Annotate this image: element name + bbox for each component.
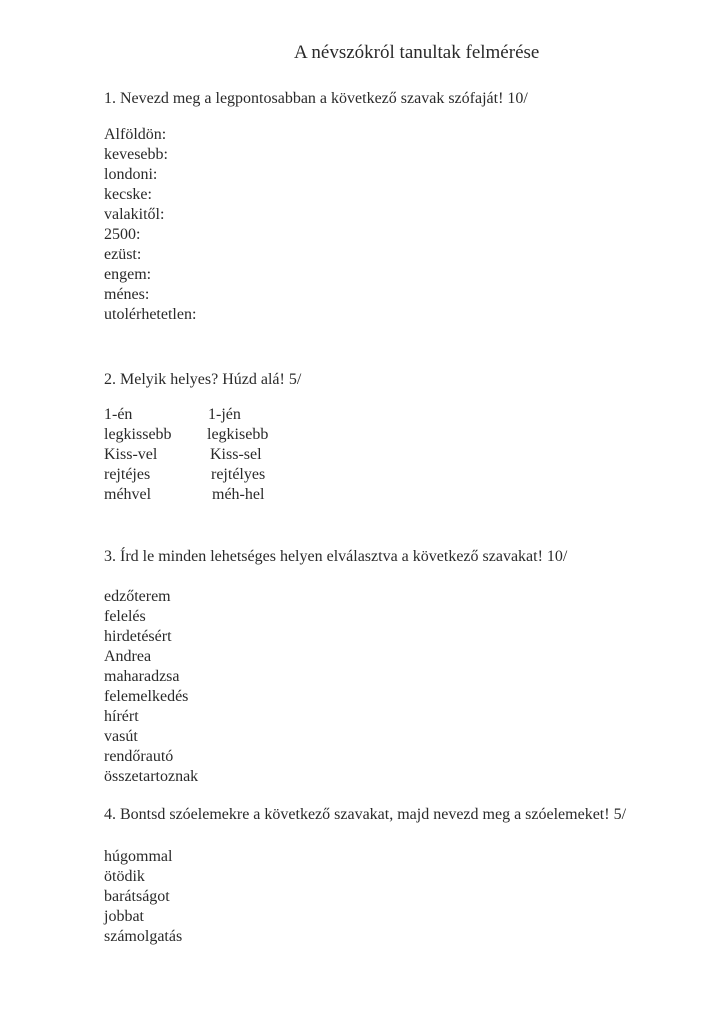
option-a: méhvel (104, 486, 152, 503)
word-item: kecske: (104, 186, 152, 203)
option-a: 1-én (104, 406, 133, 423)
word-item: húgommal (104, 848, 173, 865)
word-item: edzőterem (104, 588, 171, 605)
word-item: összetartoznak (104, 768, 199, 785)
word-item: ötödik (104, 868, 145, 885)
word-item: számolgatás (104, 928, 183, 945)
word-item: hírért (104, 708, 139, 725)
question-3-word-list (104, 587, 198, 787)
word-item: vasút (104, 728, 138, 745)
word-item: valakitől: (104, 206, 165, 223)
document-title: A névszókról tanultak felmérése (294, 42, 540, 63)
word-item: felelés (104, 608, 146, 625)
word-item: ezüst: (104, 246, 142, 263)
word-item: ménes: (104, 286, 150, 303)
question-4-prompt: 4. Bontsd szóelemekre a következő szavakat, majd nevezd meg a szóelemeket! 5/ (104, 806, 627, 823)
option-b: legkisebb (207, 426, 269, 443)
word-item: jobbat (104, 908, 144, 925)
option-b: 1-jén (208, 406, 241, 423)
option-b: méh-hel (212, 486, 265, 503)
option-b: rejtélyes (211, 466, 266, 483)
word-item: engem: (104, 266, 152, 283)
question-2-prompt: 2. Melyik helyes? Húzd alá! 5/ (104, 371, 302, 388)
word-item: maharadzsa (104, 668, 180, 685)
option-b: Kiss-sel (210, 446, 262, 463)
question-3-prompt: 3. Írd le minden lehetséges helyen elválasztva a következő szavakat! 10/ (104, 548, 568, 565)
question-1-word-list (104, 125, 196, 325)
option-a: legkissebb (104, 426, 172, 443)
word-item: Andrea (104, 648, 152, 665)
word-item: rendőrautó (104, 748, 174, 765)
option-a: Kiss-vel (104, 446, 158, 463)
word-item: hirdetésért (104, 628, 172, 645)
question-1-prompt: 1. Nevezd meg a legpontosabban a következő szavak szófaját! 10/ (104, 90, 528, 107)
question-4-word-list (104, 847, 182, 947)
word-item: felemelkedés (104, 688, 189, 705)
option-a: rejtéjes (104, 466, 151, 483)
word-item: utolérhetetlen: (104, 306, 197, 323)
word-item: Alföldön: (104, 126, 167, 143)
word-item: barátságot (104, 888, 170, 905)
word-item: londoni: (104, 166, 158, 183)
word-item: kevesebb: (104, 146, 168, 163)
word-item: 2500: (104, 226, 141, 243)
